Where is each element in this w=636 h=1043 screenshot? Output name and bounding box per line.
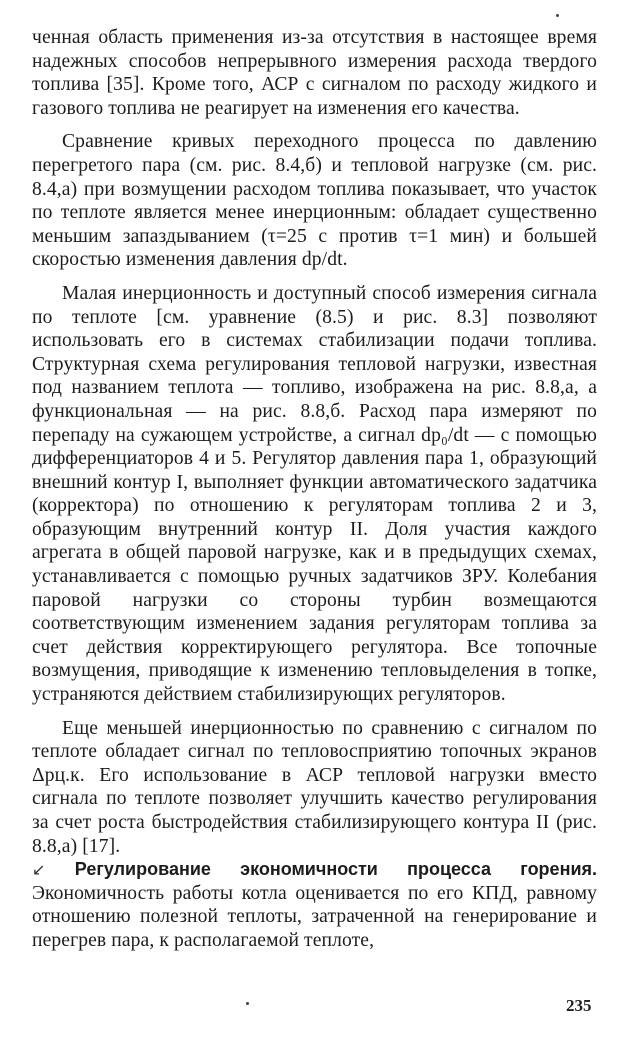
speck-top (556, 14, 559, 17)
paragraph-heat-signal: Малая инерционность и доступный способ измерения сигнала по теплоте [см. уравнение (8.5) и рис. 8.3] позволяют использовать его в системах стабилизации подачи топлива. Структурная схема регулирования тепловой нагрузки, известная под названием теплота — топливо, изображена на рис. 8.8,а, а функциональная — на рис. 8.8,б. Расход пара измеряют по перепаду на сужающем устройстве, а сигнал dp₀/dt — с помощью дифференциаторов 4 и 5. Регулятор давления пара 1, образующий внешний контур I, выполняет функции автоматического задатчика (корректора) по отношению к регуляторам топлива 2 и 3, образующим внутренний контур II. Доля участия каждого агрегата в общей паровой нагрузке, как и в предыдущих схемах, устанавливается с помощью ручных задатчиков ЗРУ. Колебания паровой нагрузки со стороны турбин возмещаются соответствующим изменением задания регуляторам топлива за счет действия корректирующего регулятора. Все топочные возмущения, приводящие к изменению тепловыделения в топке, устраняются действием стабилизирующих регуляторов. (32, 282, 597, 706)
paragraph-continuation: ченная область применения из-за отсутствия в настоящее время надежных способов непрерывного измерения расхода твердого топлива [35]. Кроме того, АСР с сигналом по расходу жидкого и газового топлива не реагирует на изменения его качества. (32, 27, 597, 119)
page-number: 235 (566, 996, 592, 1015)
speck-bottom (246, 1002, 249, 1005)
section-paragraph (32, 858, 597, 952)
page-body (32, 26, 597, 953)
section-heading: Регулирование экономичности процесса горения. (74, 859, 598, 880)
paragraph-furnace-screens: Еще меньшей инерционностью по сравнению с сигналом по теплоте обладает сигнал по тепловосприятию топочных экранов Δpц.к. Его использование в АСР тепловой нагрузки вместо сигнала по теплоте позволяет улучшить качество регулирования за счет роста быстродействия стабилизирующего контура II (рис. 8.8,а) [17]. (32, 717, 597, 857)
paragraph-comparison: Сравнение кривых переходного процесса по давлению перегретого пара (см. рис. 8.4,б) и тепловой нагрузке (см. рис. 8.4,а) при возмущении расходом топлива показывает, что участок по теплоте является менее инерционным: обладает существенно меньшим запаздыванием (τ=25 с против τ=1 мин) и большей скоростью изменения давления dp/dt. (32, 131, 597, 271)
section-text: Экономичность работы котла оценивается по его КПД, равному отношению полезной теплоты, затраченной на генерирование и перегрев пара, к располагаемой теплоте, (32, 882, 597, 951)
margin-mark-icon: ↙ (32, 860, 46, 880)
